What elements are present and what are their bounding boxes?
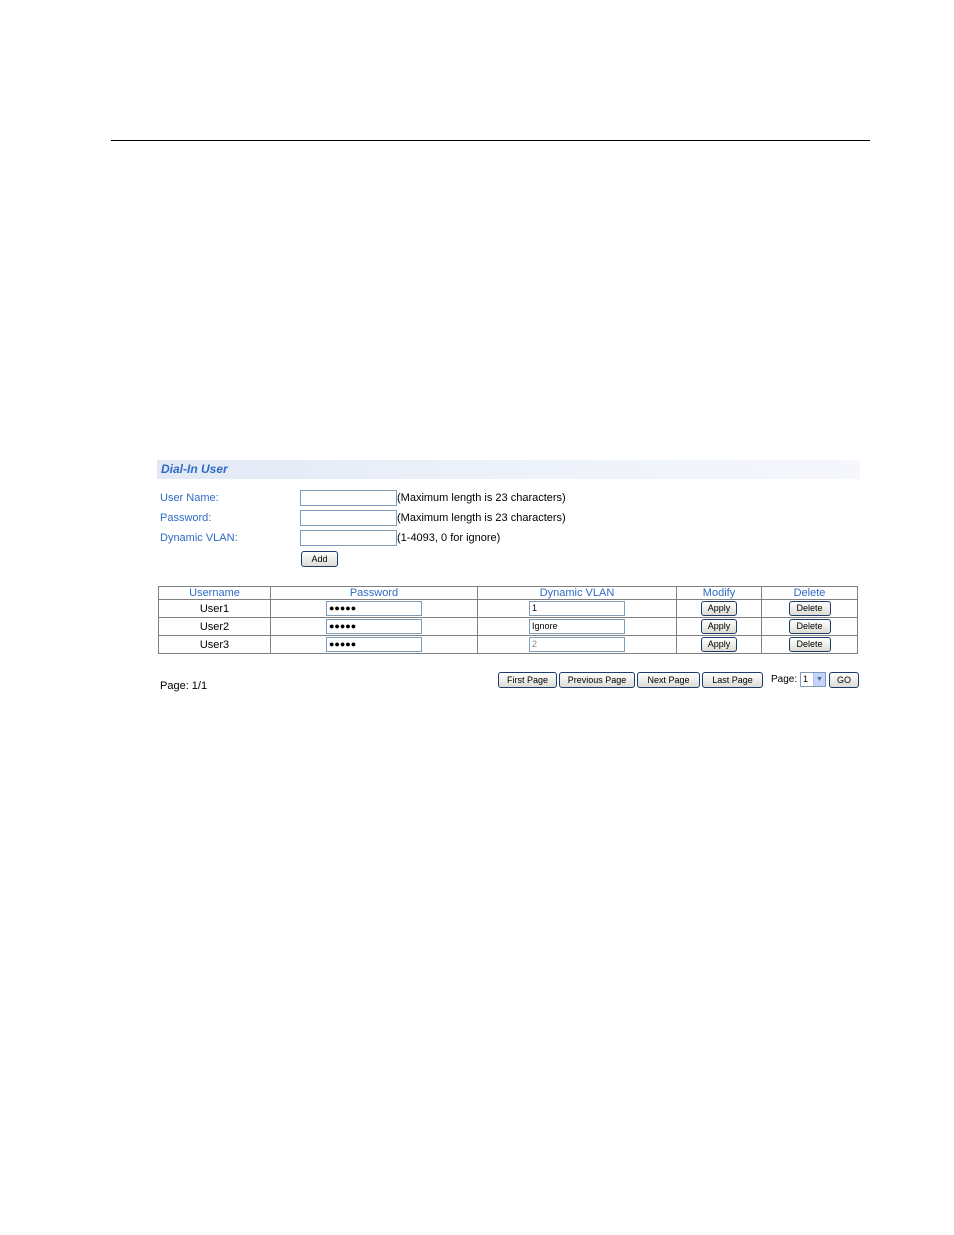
vlan-cell (478, 636, 677, 654)
delete-cell (762, 636, 858, 654)
modify-cell (677, 636, 762, 654)
first-page-button[interactable]: First Page (498, 672, 557, 688)
page-select-label: Page: (771, 674, 798, 685)
dynamic-vlan-input[interactable] (300, 530, 397, 546)
delete-button[interactable]: Delete (789, 619, 831, 634)
modify-cell (677, 600, 762, 618)
users-table (158, 586, 858, 654)
user-name-input[interactable] (300, 490, 397, 506)
modify-cell (677, 618, 762, 636)
row-password-input[interactable]: ●●●●● (326, 619, 422, 634)
panel-title: Dial-In User (161, 462, 228, 476)
row-password-input[interactable]: ●●●●● (326, 601, 422, 616)
dynamic-vlan-label: Dynamic VLAN: (160, 532, 238, 544)
username-cell: User3 (159, 636, 271, 654)
username-cell: User1 (159, 600, 271, 618)
table-row (159, 600, 858, 618)
user-name-hint: (Maximum length is 23 characters) (397, 492, 566, 504)
header-rule (111, 140, 870, 141)
row-vlan-input[interactable]: Ignore (529, 619, 625, 634)
apply-button[interactable]: Apply (701, 637, 737, 652)
delete-cell (762, 600, 858, 618)
dial-in-user-panel (157, 460, 860, 696)
vlan-cell (478, 600, 677, 618)
delete-button[interactable]: Delete (789, 637, 831, 652)
vlan-cell (478, 618, 677, 636)
column-header-delete: Delete (762, 587, 858, 600)
table-row (159, 618, 858, 636)
password-cell (271, 636, 478, 654)
table-header-row (159, 587, 858, 600)
last-page-button[interactable]: Last Page (702, 672, 763, 688)
password-hint: (Maximum length is 23 characters) (397, 512, 566, 524)
add-button[interactable]: Add (301, 551, 338, 567)
apply-button[interactable]: Apply (701, 619, 737, 634)
page-select-value: 1 (803, 674, 809, 684)
go-button[interactable]: GO (829, 672, 859, 688)
column-header-username: Username (159, 587, 271, 600)
row-password-input[interactable]: ●●●●● (326, 637, 422, 652)
row-vlan-input[interactable]: 1 (529, 601, 625, 616)
username-cell: User2 (159, 618, 271, 636)
delete-cell (762, 618, 858, 636)
row-vlan-input[interactable]: 2 (529, 637, 625, 652)
password-cell (271, 600, 478, 618)
column-header-modify: Modify (677, 587, 762, 600)
column-header-password: Password (271, 587, 478, 600)
password-input[interactable] (300, 510, 397, 526)
user-name-label: User Name: (160, 492, 219, 504)
apply-button[interactable]: Apply (701, 601, 737, 616)
password-label: Password: (160, 512, 212, 524)
next-page-button[interactable]: Next Page (637, 672, 700, 688)
password-cell (271, 618, 478, 636)
previous-page-button[interactable]: Previous Page (559, 672, 635, 688)
panel-title-bar (157, 460, 860, 479)
page-info: Page: 1/1 (160, 680, 208, 692)
delete-button[interactable]: Delete (789, 601, 831, 616)
column-header-dynamic-vlan: Dynamic VLAN (478, 587, 677, 600)
page-select[interactable] (800, 672, 826, 687)
dynamic-vlan-hint: (1-4093, 0 for ignore) (397, 532, 501, 544)
table-row (159, 636, 858, 654)
chevron-down-icon[interactable]: ▼ (813, 673, 825, 686)
